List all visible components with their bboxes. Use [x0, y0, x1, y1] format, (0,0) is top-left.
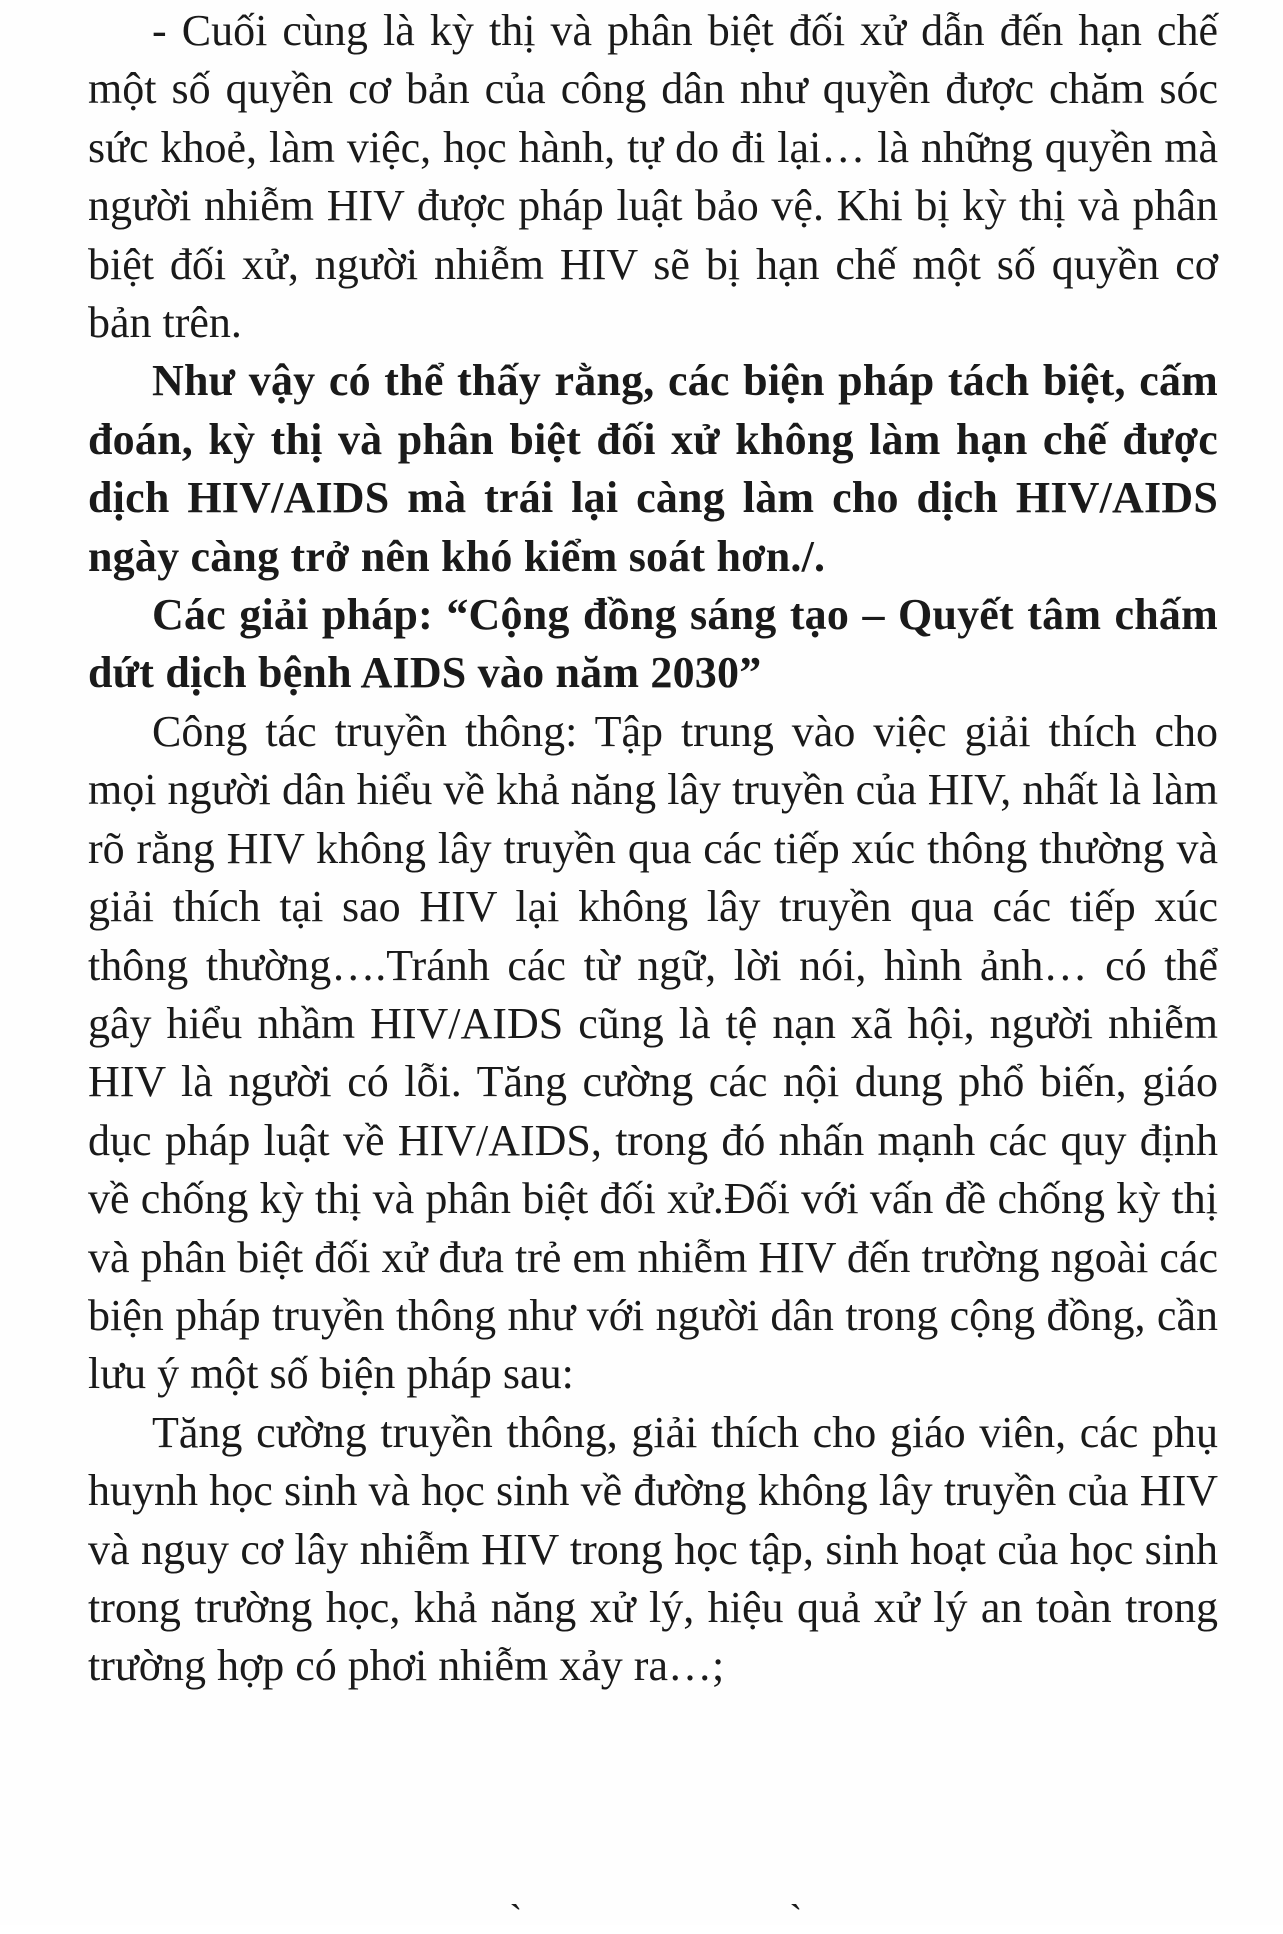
cropped-diacritic: `: [508, 1904, 523, 1934]
document-body: [88, 2, 1218, 1696]
cropped-next-line: [88, 1904, 1218, 1934]
cropped-diacritic: `: [788, 1904, 803, 1934]
paragraph-conclusion: Như vậy có thể thấy rằng, các biện pháp tách biệt, cấm đoán, kỳ thị và phân biệt đối xử không làm hạn chế được dịch HIV/AIDS mà trái lại càng làm cho dịch HIV/AIDS ngày càng trở nên khó kiểm soát hơn./.: [88, 356, 1218, 581]
paragraph-communication-work: Công tác truyền thông: Tập trung vào việc giải thích cho mọi người dân hiểu về khả năng lây truyền của HIV, nhất là làm rõ rằng HIV không lây truyền qua các tiếp xúc thông thường và giải thích tại sao HIV lại không lây truyền qua các tiếp xúc thông thường….Tránh các từ ngữ, lời nói, hình ảnh… có thể gây hiểu nhầm HIV/AIDS cũng là tệ nạn xã hội, người nhiễm HIV là người có lỗi. Tăng cường các nội dung phổ biến, giáo dục pháp luật về HIV/AIDS, trong đó nhấn mạnh các quy định về chống kỳ thị và phân biệt đối xử.Đối với vấn đề chống kỳ thị và phân biệt đối xử đưa trẻ em nhiễm HIV đến trường ngoài các biện pháp truyền thông như với người dân trong cộng đồng, cần lưu ý một số biện pháp sau:: [88, 706, 1218, 1399]
paragraph-school-communication: Tăng cường truyền thông, giải thích cho giáo viên, các phụ huynh học sinh và học sinh về đường không lây truyền của HIV và nguy cơ lây nhiễm HIV trong học tập, sinh hoạt của học sinh trong trường học, khả năng xử lý, hiệu quả xử lý an toàn trong trường hợp có phơi nhiễm xảy ra…;: [88, 1407, 1218, 1691]
section-heading-solutions: Các giải pháp: “Cộng đồng sáng tạo – Quyết tâm chấm dứt dịch bệnh AIDS vào năm 2030”: [88, 590, 1218, 698]
paragraph-restricted-rights: - Cuối cùng là kỳ thị và phân biệt đối xử dẫn đến hạn chế một số quyền cơ bản của công dân như quyền được chăm sóc sức khoẻ, làm việc, học hành, tự do đi lại… là những quyền mà người nhiễm HIV được pháp luật bảo vệ. Khi bị kỳ thị và phân biệt đối xử, người nhiễm HIV sẽ bị hạn chế một số quyền cơ bản trên.: [88, 6, 1218, 348]
